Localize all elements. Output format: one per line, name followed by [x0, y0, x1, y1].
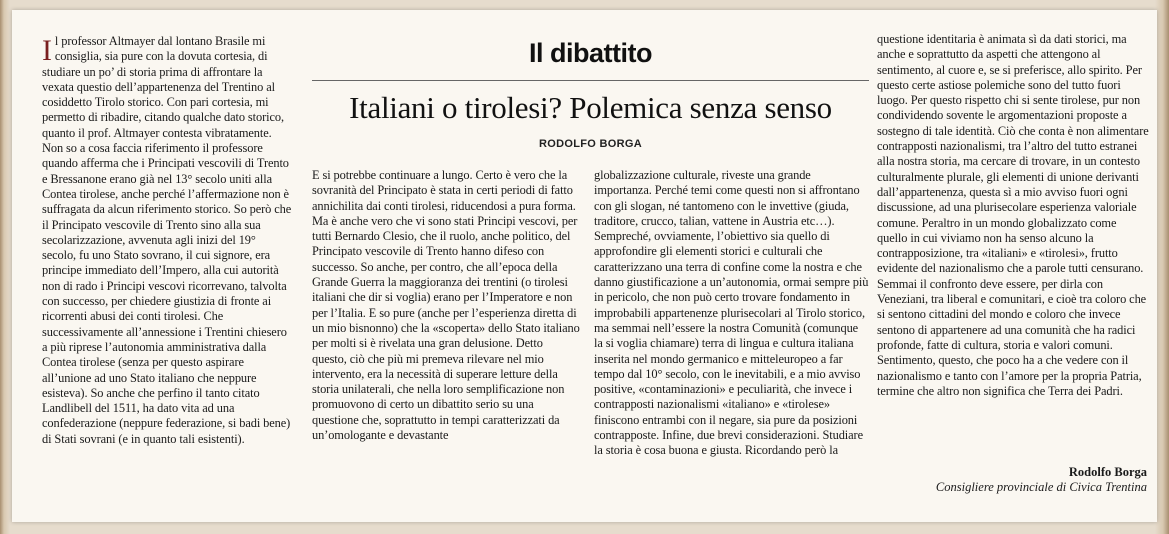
drop-cap: I — [42, 34, 52, 67]
text-column-1 — [42, 34, 292, 447]
text-column-3 — [594, 168, 869, 459]
text-column-2 — [312, 168, 580, 443]
rubric-divider — [312, 80, 869, 81]
column-1-body: l professor Altmayer dal lontano Brasile mi consiglia, sia pure con la dovuta cortesia, di studiare un po’ di storia prima di affrontare la vexata questio dell’appartenenza del Trentino al cosiddetto Tirolo storico. Con pari cortesia, mi permetto di ribadire, citando qualche dato storico, quanto il prof. Altmayer contesta vibratamente. Non so a cosa faccia riferimento il professore quando afferma che i Principati vescovili di Trento e Bressanone erano già nel 13° secolo uniti alla Contea tirolese, anche perché l’affermazione non è suffragata da alcun riferimento storico. So però che il Principato vescovile di Trento sino alla sua secolarizzazione, avvenuta agli inizi del 19° secolo, fu uno Stato sovrano, il cui signore, era principe immediato dell’Impero, alla cui autorità non di rado i Principi vescovi ricorrevano, talvolta con successo, per chiedere giustizia di fronte ai ricorrenti abusi dei conti tirolesi. Che successivamente all’annessione i Trentini chiesero a più riprese l’autonomia amministrativa dalla Contea tirolese (senza per questo aspirare all’unione ad uno Stato italiano che neppure esisteva). So anche che perfino il tanto citato Landlibell del 1511, ha dato vita ad una confederazione (neppure federazione, si badi bene) di Stati sovrani (e in quanto tali esistenti). — [42, 34, 292, 446]
column-3-body: globalizzazione culturale, riveste una grande importanza. Perché temi come questi non si affrontano con gli slogan, né tantomeno con le invettive (giuda, traditore, crucco, talian, vattene in Austria etc…). Sempreché, ovviamente, l’obiettivo sia quello di approfondire gli elementi storici e culturali che caratterizzano una terra di confine come la nostra e che danno giustificazione a un’autonomia, ormai sempre più in pericolo, che non può certo trovare fondamento in improbabili appartenenze plurisecolari al Tirolo storico, ma semmai nell’essere la nostra Comunità (comunque la si voglia chiamare) terra di lingua e cultura italiana inserita nel mondo germanico e mitteleuropeo a far tempo dal 10° secolo, con le inevitabili, e a mio avviso positive, «contaminazioni» e peculiarità, che invece i contrapposti nazionalismi «italiano» e «tirolese» finiscono entrambi con il negare, sia pure da posizioni contrapposte. Infine, due brevi considerazioni. Studiare la storia è cosa buona e giusta. Ricordando però la — [594, 168, 869, 458]
signature-name: Rodolfo Borga — [1068, 465, 1147, 479]
newspaper-clipping — [12, 10, 1157, 522]
column-4-body: questione identitaria è animata sì da dati storici, ma anche e soprattutto da aspetti che attengono al sentimento, al cuore e, se si preferisce, allo spirito. Per questo certe astiose polemiche sono del tutto fuori luogo. Per questo rispetto chi si sente tirolese, pur non condividendo sovente le argomentazioni proposte a sostegno di tale identità. Ciò che conta è non alimentare contrapposti nazionalismi, tra l’altro del tutto estranei alla nostra storia, ma cercare di trovare, in un contesto culturalmente plurale, gli elementi di unione derivanti dall’appartenenza, questa sì a mio avviso fuori ogni discussione, ad una plurisecolare esperienza valoriale comune. Peraltro in un mondo globalizzato come quello in cui viviamo non ha senso alcuno la contrapposizione, tra «italiani» e «tirolesi», frutto evidente del nazionalismo che a parole tutti censurano. Semmai il confronto deve essere, per dirla con Veneziani, tra liberal e comunitari, e cioè tra coloro che si sentono cittadini del mondo e coloro che invece sentono di appartenere ad una comunità che ha radici profonde, fatte di cultura, storia e valori comuni. Sentimento, questo, che poco ha a che vedere con il nazionalismo e tanto con l’amore per la propria Patria, termine che altro non significa che Terra dei Padri. — [877, 32, 1149, 398]
text-column-4 — [877, 32, 1149, 399]
article-headline: Italiani o tirolesi? Polemica senza senso — [349, 90, 832, 125]
section-rubric: Il dibattito — [529, 38, 652, 68]
signature-role: Consigliere provinciale di Civica Trentina — [935, 480, 1147, 494]
column-2-body: E si potrebbe continuare a lungo. Certo è vero che la sovranità del Principato è stata in certi periodi di fatto annichilita dai conti tirolesi, riducendosi a pura forma. Ma è anche vero che vi sono stati Principi vescovi, per tutti Bernardo Clesio, che il ruolo, anche politico, del Principato vescovile di Trento hanno difeso con successo. So anche, per contro, che all’epoca della Grande Guerra la maggioranza dei trentini (o tirolesi italiani che dir si voglia) erano per l’Imperatore e non per l’Italia. E so pure (anche per l’esperienza diretta di un mio bisnonno) che la «scoperta» dello Stato italiano per molti si è rivelata una gran delusione. Detto questo, ciò che più mi premeva rilevare nel mio intervento, era la necessità di superare letture della storia unilaterali, che nella loro semplificazione non promuovono di certo un dibattito serio su una questione che, soprattutto in tempi caratterizzati da un’omologante e devastante — [312, 168, 580, 443]
article-byline: RODOLFO BORGA — [539, 138, 642, 150]
